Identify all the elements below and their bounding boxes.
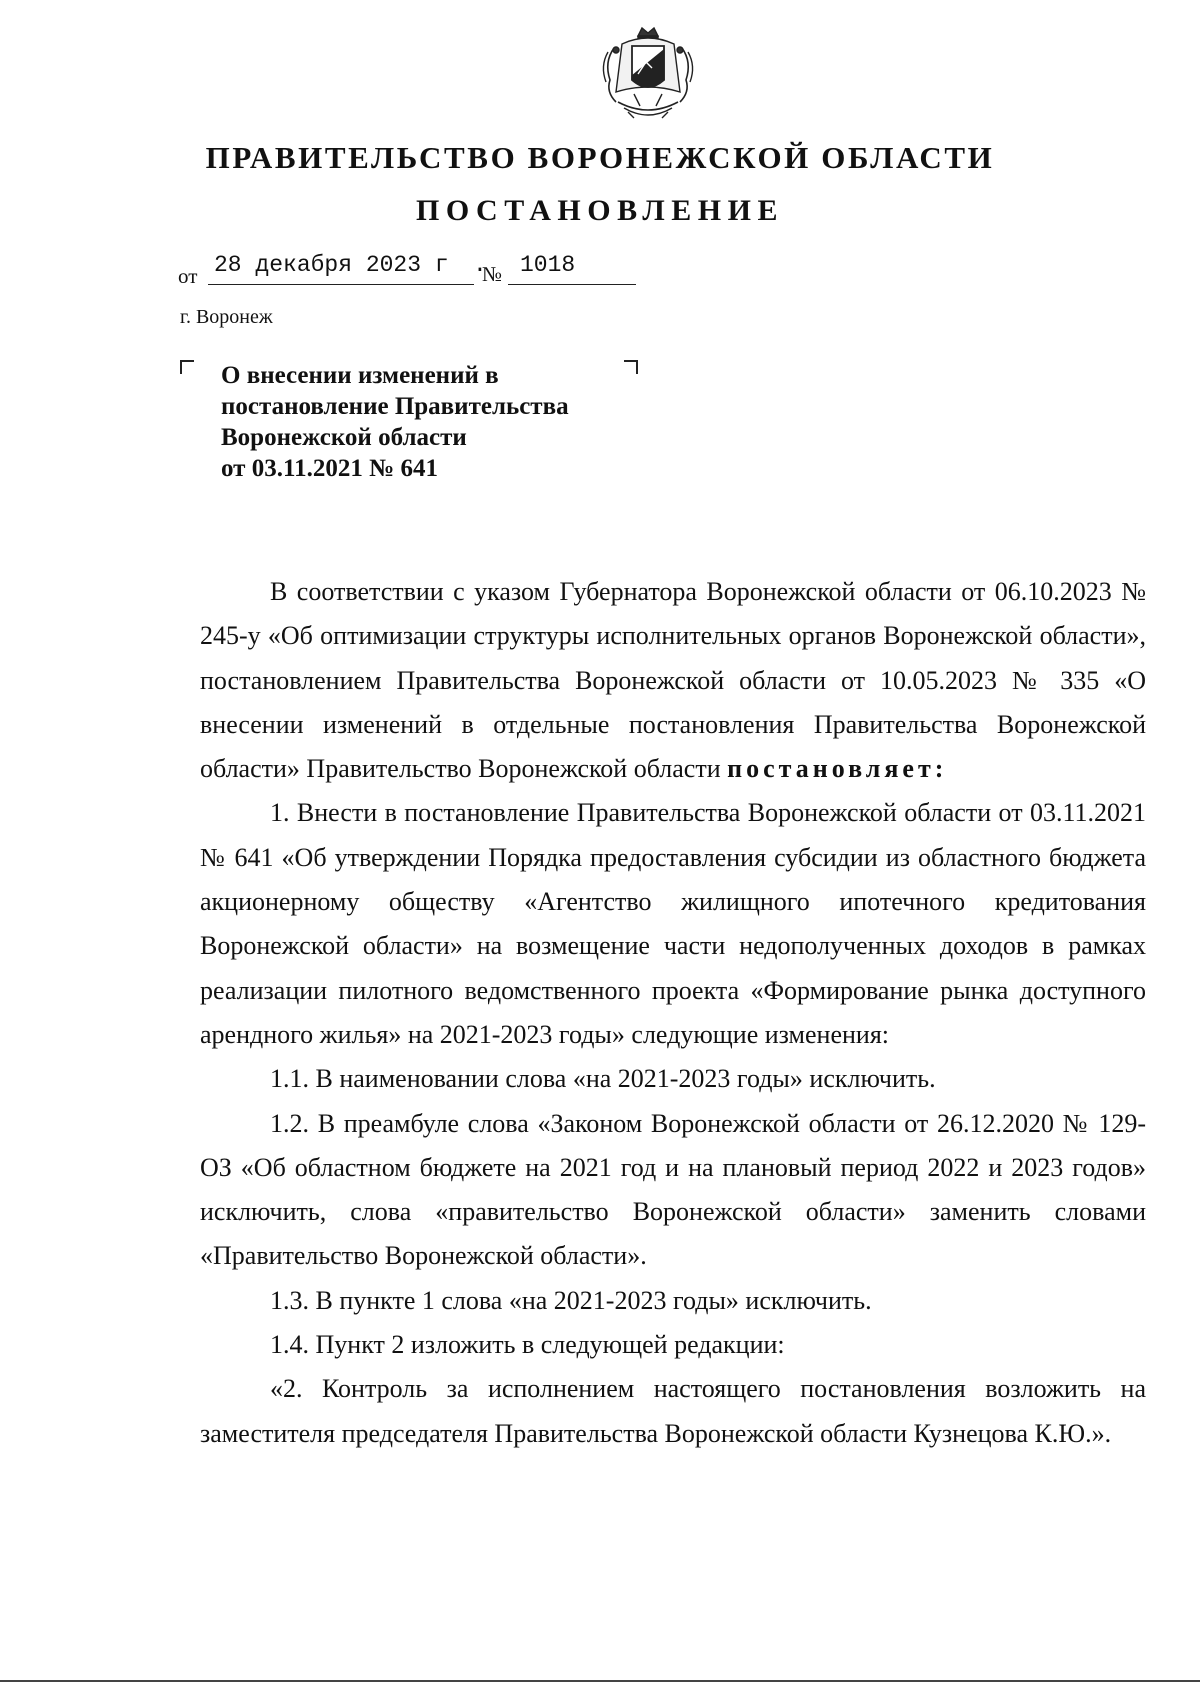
- resolves-word: постановляет:: [727, 754, 948, 784]
- document-body: [200, 570, 1146, 1456]
- preamble-text: В соответствии с указом Губернатора Воронежской области от 06.10.2023 № 245-у «Об оптимизации структуры исполнительных органов Воронежской области», постановлением Правительства Воронежской области от 10.05.2023 № 335 «О внесении изменений в отдельные постановления Правительства Воронежской области» Правительство Воронежской области: [200, 577, 1146, 784]
- date-from-label: от: [178, 264, 198, 288]
- paragraph-2-quote: «2. Контроль за исполнением настоящего постановления возложить на заместителя председателя Правительства Воронежской области Кузнецова К.Ю.».: [200, 1374, 1146, 1448]
- date-underline: [208, 284, 474, 285]
- paragraph-1: 1. Внести в постановление Правительства Воронежской области от 03.11.2021 № 641 «Об утверждении Порядка предоставления субсидии из областного бюджета акционерному обществу «Агентство жилищного ипотечного кредитования Воронежской области» на возмещение части недополученных доходов в рамках реализации пилотного ведомственного проекта «Формирование рынка доступного арендного жилья» на 2021-2023 годы» следующие изменения:: [200, 798, 1146, 1049]
- page-bottom-rule: [0, 1680, 1200, 1682]
- number-underline: [508, 284, 636, 285]
- paragraph-1-3: 1.3. В пункте 1 слова «на 2021-2023 годы» исключить.: [270, 1285, 872, 1315]
- government-title: ПРАВИТЕЛЬСТВО ВОРОНЕЖСКОЙ ОБЛАСТИ: [205, 140, 995, 175]
- city-label: г. Воронеж: [180, 306, 273, 328]
- subject-line: Воронежской области: [221, 424, 467, 451]
- document-date: 28 декабря 2023 г: [214, 252, 449, 278]
- document-type-title: ПОСТАНОВЛЕНИЕ: [416, 194, 784, 227]
- subject-line: от 03.11.2021 № 641: [221, 455, 438, 482]
- subject-line: постановление Правительства: [221, 393, 569, 420]
- document-subject: [221, 360, 641, 484]
- date-number-line: [178, 248, 638, 288]
- preamble-paragraph: [200, 570, 1146, 791]
- document-number: 1018: [520, 252, 576, 278]
- subject-line: О внесении изменений в: [221, 362, 499, 389]
- date-dot: .: [473, 252, 487, 278]
- coat-of-arms-icon: [594, 22, 702, 126]
- paragraph-1-2: 1.2. В преамбуле слова «Законом Воронежской области от 26.12.2020 № 129-ОЗ «Об областном бюджете на 2021 год и на плановый период 2022 и 2023 годов» исключить, слова «правительство Воронежской области» заменить словами «Правительство Воронежской области».: [200, 1108, 1146, 1271]
- number-label: №: [482, 262, 503, 286]
- paragraph-1-1: 1.1. В наименовании слова «на 2021-2023 годы» исключить.: [270, 1064, 936, 1094]
- subject-corner-left: [180, 360, 194, 374]
- paragraph-1-4: 1.4. Пункт 2 изложить в следующей редакции:: [270, 1330, 785, 1360]
